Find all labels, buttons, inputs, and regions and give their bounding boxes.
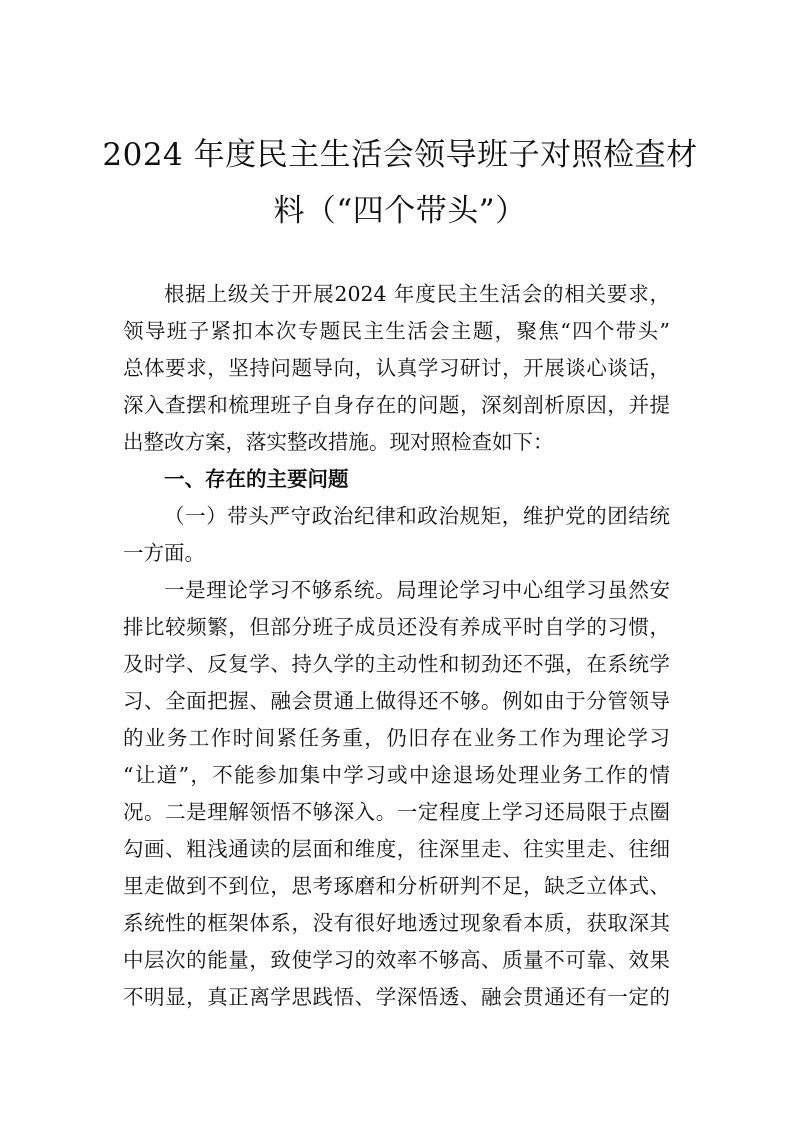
- body-line: 一是理论学习不够系统。局理论学习中心组学习虽然安: [164, 578, 670, 602]
- body-line: “让道”，不能参加集中学习或中途退场处理业务工作的情: [123, 763, 670, 787]
- body-line: 里走做到不到位，思考琢磨和分析研判不足，缺乏立体式、: [123, 874, 670, 898]
- body-line: 中层次的能量，致使学习的效率不够高、质量不可靠、效果: [123, 948, 670, 972]
- intro-line: 领导班子紧扣本次专题民主生活会主题，聚焦“四个带头”: [123, 319, 670, 343]
- section-heading: 一、存在的主要问题: [164, 467, 349, 491]
- intro-line: 出整改方案，落实整改措施。现对照检查如下：: [123, 430, 554, 454]
- body-line: 的业务工作时间紧任务重，仍旧存在业务工作为理论学习: [123, 726, 670, 750]
- body-line: 及时学、反复学、持久学的主动性和韧劲还不强，在系统学: [123, 652, 670, 676]
- subsection-heading-line: 一方面。: [123, 541, 205, 565]
- body-line: 况。二是理解领悟不够深入。一定程度上学习还局限于点圈: [123, 800, 670, 824]
- body-line: 不明显，真正离学思践悟、学深悟透、融会贯通还有一定的: [123, 985, 670, 1009]
- body-line: 排比较频繁，但部分班子成员还没有养成平时自学的习惯，: [123, 615, 670, 639]
- body-line: 系统性的框架体系，没有很好地透过现象看本质，获取深其: [123, 911, 670, 935]
- body-line: 习、全面把握、融会贯通上做得还不够。例如由于分管领导: [123, 689, 670, 713]
- document-title-line-1: 2024 年度民主生活会领导班子对照检查材: [102, 137, 698, 173]
- intro-line: 根据上级关于开展2024 年度民主生活会的相关要求，: [164, 282, 670, 306]
- document-title-line-2: 料（“四个带头”）: [273, 193, 527, 229]
- body-line: 勾画、粗浅通读的层面和维度，往深里走、往实里走、往细: [123, 837, 670, 861]
- intro-line: 总体要求，坚持问题导向，认真学习研讨，开展谈心谈话，: [123, 356, 670, 380]
- subsection-heading-line: （一）带头严守政治纪律和政治规矩，维护党的团结统: [164, 504, 670, 528]
- intro-line: 深入查摆和梳理班子自身存在的问题，深刻剖析原因，并提: [123, 393, 670, 417]
